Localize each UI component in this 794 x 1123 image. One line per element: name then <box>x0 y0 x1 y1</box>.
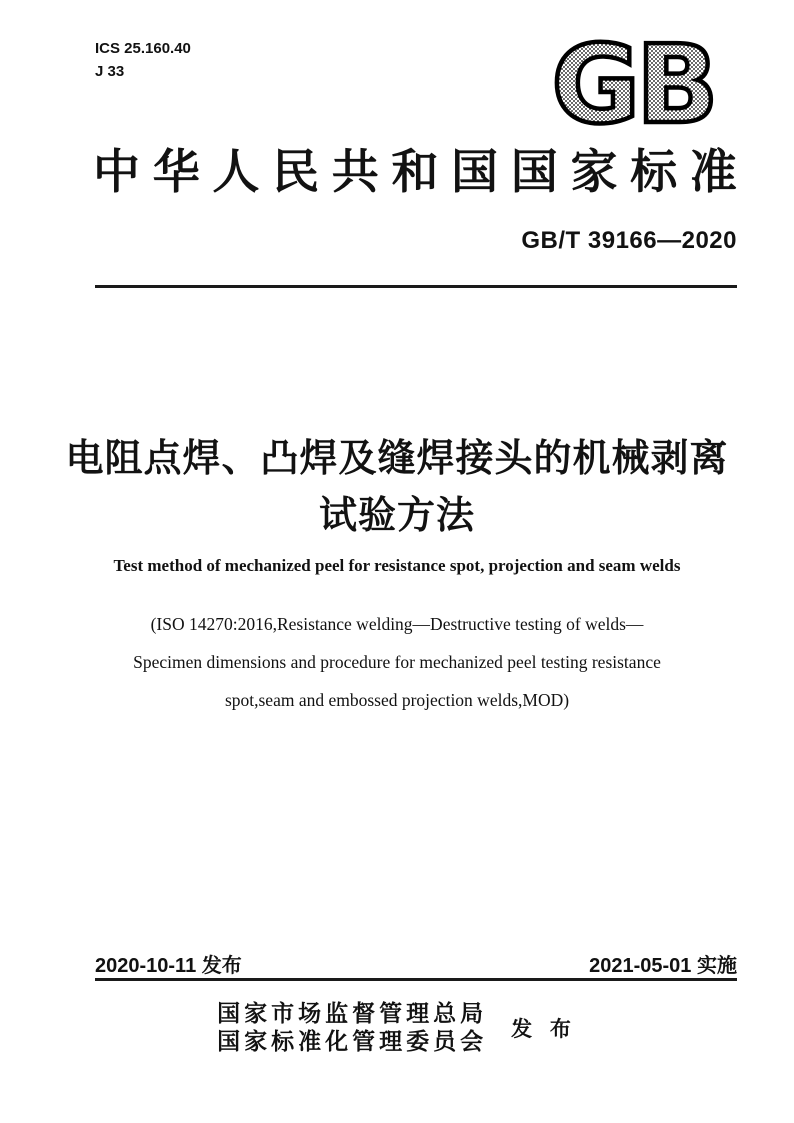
issue-date: 2020-10-11 发布 <box>95 955 242 977</box>
gb-logo-text: GB <box>551 34 715 138</box>
title-chinese-line2: 试验方法 <box>318 495 475 537</box>
iso-reference <box>0 605 794 719</box>
footer-divider <box>95 978 737 981</box>
national-standard-heading: 中 华 人 民 共 和 国 国 家 标 准 <box>93 147 737 199</box>
publisher-line1: 国家市场监督管理总局 <box>217 1001 488 1026</box>
publish-label: 发 布 <box>511 1017 577 1041</box>
ics-code: ICS 25.160.40 <box>95 40 191 57</box>
iso-reference-line3: spot,seam and embossed projection welds,MOD) <box>224 690 570 710</box>
ics-classification <box>95 38 191 83</box>
title-english: Test method of mechanized peel for resistance spot, projection and seam welds <box>113 556 681 575</box>
implement-date: 2021-05-01 实施 <box>589 955 737 977</box>
iso-reference-line2: Specimen dimensions and procedure for mechanized peel testing resistance <box>133 652 661 672</box>
publisher-names <box>217 1000 487 1055</box>
date-row <box>95 949 737 978</box>
title-chinese-line1: 电阻点焊、凸焊及缝焊接头的机械剥离 <box>65 438 729 480</box>
iso-reference-line1: (ISO 14270:2016,Resistance welding—Destructive testing of welds— <box>150 614 644 634</box>
publisher-block <box>0 1000 794 1055</box>
header-divider <box>95 285 737 288</box>
publisher-line2: 国家标准化管理委员会 <box>217 1028 488 1054</box>
doc-class-code: J 33 <box>95 62 125 80</box>
standard-number: GB/T 39166—2020 <box>521 227 737 254</box>
title-chinese <box>0 431 794 545</box>
gb-logo <box>531 34 735 138</box>
